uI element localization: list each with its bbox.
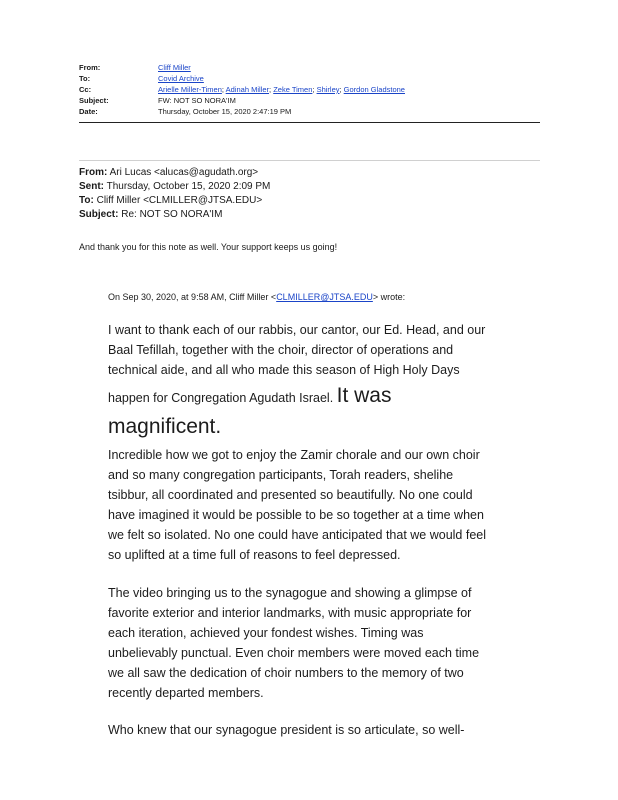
body-paragraph-2 [108,445,528,565]
reply-to-row [79,194,549,208]
body-text: happen for Congregation Agudath Israel. [108,391,337,405]
reply-subject-label: Subject: [79,209,119,220]
cc-separator: ; [221,85,226,94]
header-divider [79,122,540,123]
body-line: Baal Tefillah, together with the choir, director of operations and [108,343,454,357]
reply-from-value: Ari Lucas <alucas@agudath.org> [107,167,259,178]
body-line: recently departed members. [108,686,264,700]
cc-recipient-link[interactable]: Adinah Miller [225,85,270,94]
reply-from-label: From: [79,167,108,178]
body-paragraph-1 [108,320,528,442]
reply-subject-row [79,208,549,222]
body-line: The video bringing us to the synagogue and showing a glimpse of [108,586,472,600]
body-line: technical aide, and all who made this season of High Holy Days [108,363,460,377]
body-line: we all saw the dedication of choir numbers to the memory of two [108,666,464,680]
body-line: have imagined it would be possible to be so together at a time when [108,508,484,522]
header-cc-row [79,84,539,95]
header-cc-label: Cc: [79,85,92,94]
reply-sent-value: Thursday, October 15, 2020 2:09 PM [104,181,271,192]
header-subject-value: FW: NOT SO NORA'IM [158,96,236,105]
header-cc-list [158,84,539,95]
body-line: so uplifted at a time full of reasons to feel depressed. [108,548,401,562]
reply-sent-row [79,180,549,194]
body-line [108,382,528,412]
quote-email-link[interactable]: CLMILLER@JTSA.EDU [276,292,373,302]
body-line: each iteration, achieved your fondest wishes. Timing was [108,626,424,640]
header-to-link[interactable]: Covid Archive [158,74,204,83]
body-paragraph-3 [108,583,528,703]
reply-sent-label: Sent: [79,181,104,192]
reply-from-row [79,166,549,180]
header-date-value: Thursday, October 15, 2020 2:47:19 PM [158,107,292,116]
header-subject-label: Subject: [79,96,109,105]
cc-separator: ; [339,85,344,94]
body-paragraph-4 [108,720,528,740]
quote-attribution [108,291,548,304]
cc-separator: ; [269,85,274,94]
cc-separator: ; [312,85,317,94]
body-line: I want to thank each of our rabbis, our cantor, our Ed. Head, and our [108,323,486,337]
body-line: unbelievably punctual. Even choir members were moved each time [108,646,480,660]
message-header [79,62,539,117]
header-from-link[interactable]: Cliff Miller [158,63,191,72]
body-emphasis-text: It was [336,384,392,407]
header-from-row [79,62,539,73]
header-from-label: From: [79,63,101,72]
reply-divider [79,160,540,161]
header-date-label: Date: [79,107,98,116]
header-subject-row [79,95,539,106]
header-to-row [79,73,539,84]
header-to-label: To: [79,74,91,83]
quote-intro-after: > wrote: [372,292,406,302]
cc-recipient-link[interactable]: Gordon Gladstone [343,85,405,94]
body-line: and so many congregation participants, Torah readers, shelihe [108,468,454,482]
body-line: tsibbur, all coordinated and presented so beautifully. No one could [108,488,473,502]
cc-recipient-link[interactable]: Arielle Miller-Timen [158,85,222,94]
reply-to-value: Cliff Miller <CLMILLER@JTSA.EDU> [93,195,263,206]
body-line: favorite exterior and interior landmarks, with music appropriate for [108,606,472,620]
reply-header [79,166,549,222]
reply-message: And thank you for this note as well. Your support keeps us going! [79,242,338,252]
cc-recipient-link[interactable]: Shirley [316,85,340,94]
reply-to-label: To: [79,195,94,206]
body-emphasis-line: magnificent. [108,415,222,438]
body-line: we felt so isolated. No one could have anticipated that we would feel [108,528,487,542]
body-line: Who knew that our synagogue president is so articulate, so well- [108,723,465,737]
quote-intro-before: On Sep 30, 2020, at 9:58 AM, Cliff Miller < [108,292,277,302]
reply-subject-value: Re: NOT SO NORA'IM [118,209,223,220]
cc-recipient-link[interactable]: Zeke Timen [273,85,313,94]
header-date-row [79,106,539,117]
body-line: Incredible how we got to enjoy the Zamir chorale and our own choir [108,448,480,462]
